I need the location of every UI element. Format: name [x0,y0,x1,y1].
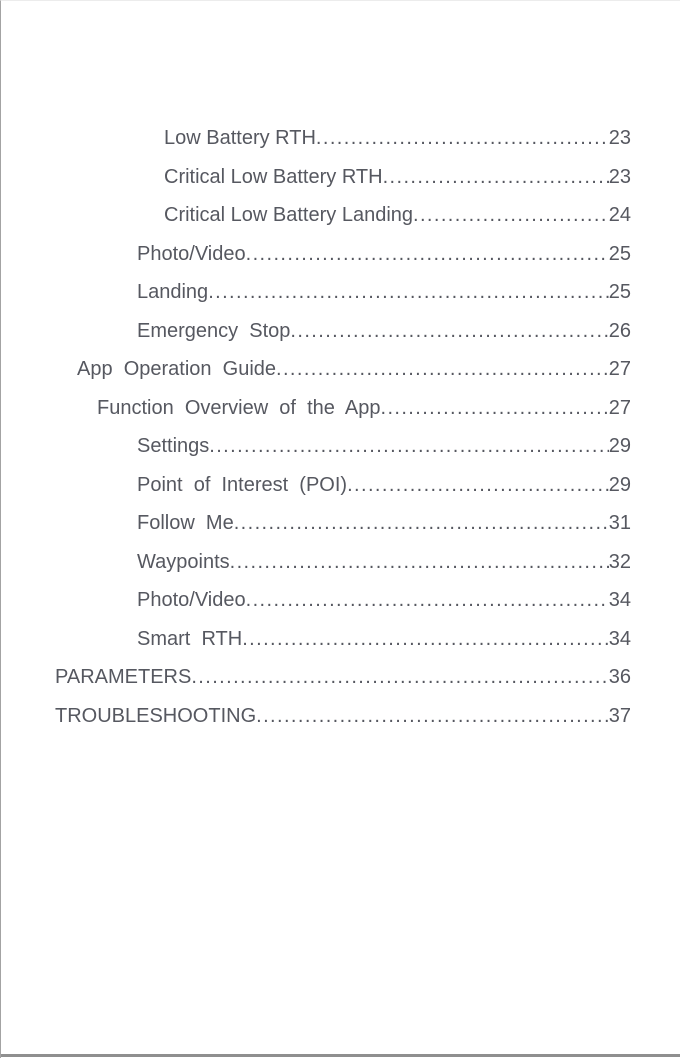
toc-entry[interactable] [55,273,631,312]
toc-entry-page: 25 [608,281,631,303]
toc-entry-label: Settings [137,435,210,457]
toc-entry-label: PARAMETERS [55,666,192,688]
toc-entry[interactable] [55,312,631,351]
toc-entry-label: Emergency Stop [137,319,291,342]
toc-list [55,119,631,735]
toc-entry[interactable] [55,119,631,158]
toc-dot-leader [413,196,609,235]
toc-entry[interactable] [55,581,631,620]
toc-entry-label: App Operation Guide [77,358,277,380]
toc-entry-page: 24 [608,204,631,226]
toc-entry-page: 23 [608,165,631,188]
toc-dot-leader [246,235,609,274]
toc-entry-page: 29 [608,435,631,457]
toc-dot-leader [234,504,609,543]
toc-dot-leader [290,312,608,351]
toc-entry-label: Smart RTH [137,627,243,650]
toc-dot-leader [230,543,609,582]
toc-dot-leader [256,697,609,736]
toc-entry-label: Follow Me [137,512,234,534]
toc-entry-label: TROUBLESHOOTING [55,704,257,727]
toc-dot-leader [208,273,609,312]
toc-entry-page: 27 [608,358,631,380]
toc-entry-page: 31 [608,512,631,534]
toc-entry[interactable] [55,350,631,389]
toc-dot-leader [191,658,608,697]
toc-entry[interactable] [55,427,631,466]
toc-entry-page: 34 [608,589,631,611]
toc-entry[interactable] [55,504,631,543]
toc-entry-page: 29 [608,473,631,496]
toc-entry[interactable] [55,658,631,697]
toc-dot-leader [347,466,609,505]
page-bottom-edge [1,1054,680,1057]
toc-entry-page: 36 [608,666,631,688]
toc-entry[interactable] [55,389,631,428]
toc-entry-page: 37 [608,704,631,727]
toc-dot-leader [380,389,608,428]
toc-dot-leader [242,620,609,659]
toc-entry[interactable] [55,543,631,582]
toc-entry-page: 23 [608,127,631,149]
toc-entry-label: Low Battery RTH [164,127,316,149]
toc-entry-label: Point of Interest (POI) [137,473,348,496]
toc-entry-label: Critical Low Battery Landing [164,204,414,226]
toc-entry-label: Critical Low Battery RTH [164,165,383,188]
toc-entry-page: 32 [608,550,631,573]
toc-dot-leader [209,427,608,466]
toc-entry-page: 27 [608,396,631,419]
toc-dot-leader [276,350,609,389]
toc-entry-label: Function Overview of the App [97,396,381,419]
toc-entry-label: Landing [137,281,209,303]
toc-entry-page: 34 [608,627,631,650]
toc-entry-label: Photo/Video [137,589,246,611]
toc-dot-leader [316,119,609,158]
toc-entry-page: 25 [608,242,631,265]
toc-entry-label: Photo/Video [137,242,246,265]
toc-entry[interactable] [55,196,631,235]
toc-entry[interactable] [55,235,631,274]
toc-entry[interactable] [55,466,631,505]
toc-entry[interactable] [55,697,631,736]
toc-dot-leader [246,581,609,620]
toc-entry-label: Waypoints [137,550,230,573]
toc-entry[interactable] [55,620,631,659]
toc-entry-page: 26 [608,319,631,342]
toc-entry[interactable] [55,158,631,197]
toc-dot-leader [383,158,609,197]
